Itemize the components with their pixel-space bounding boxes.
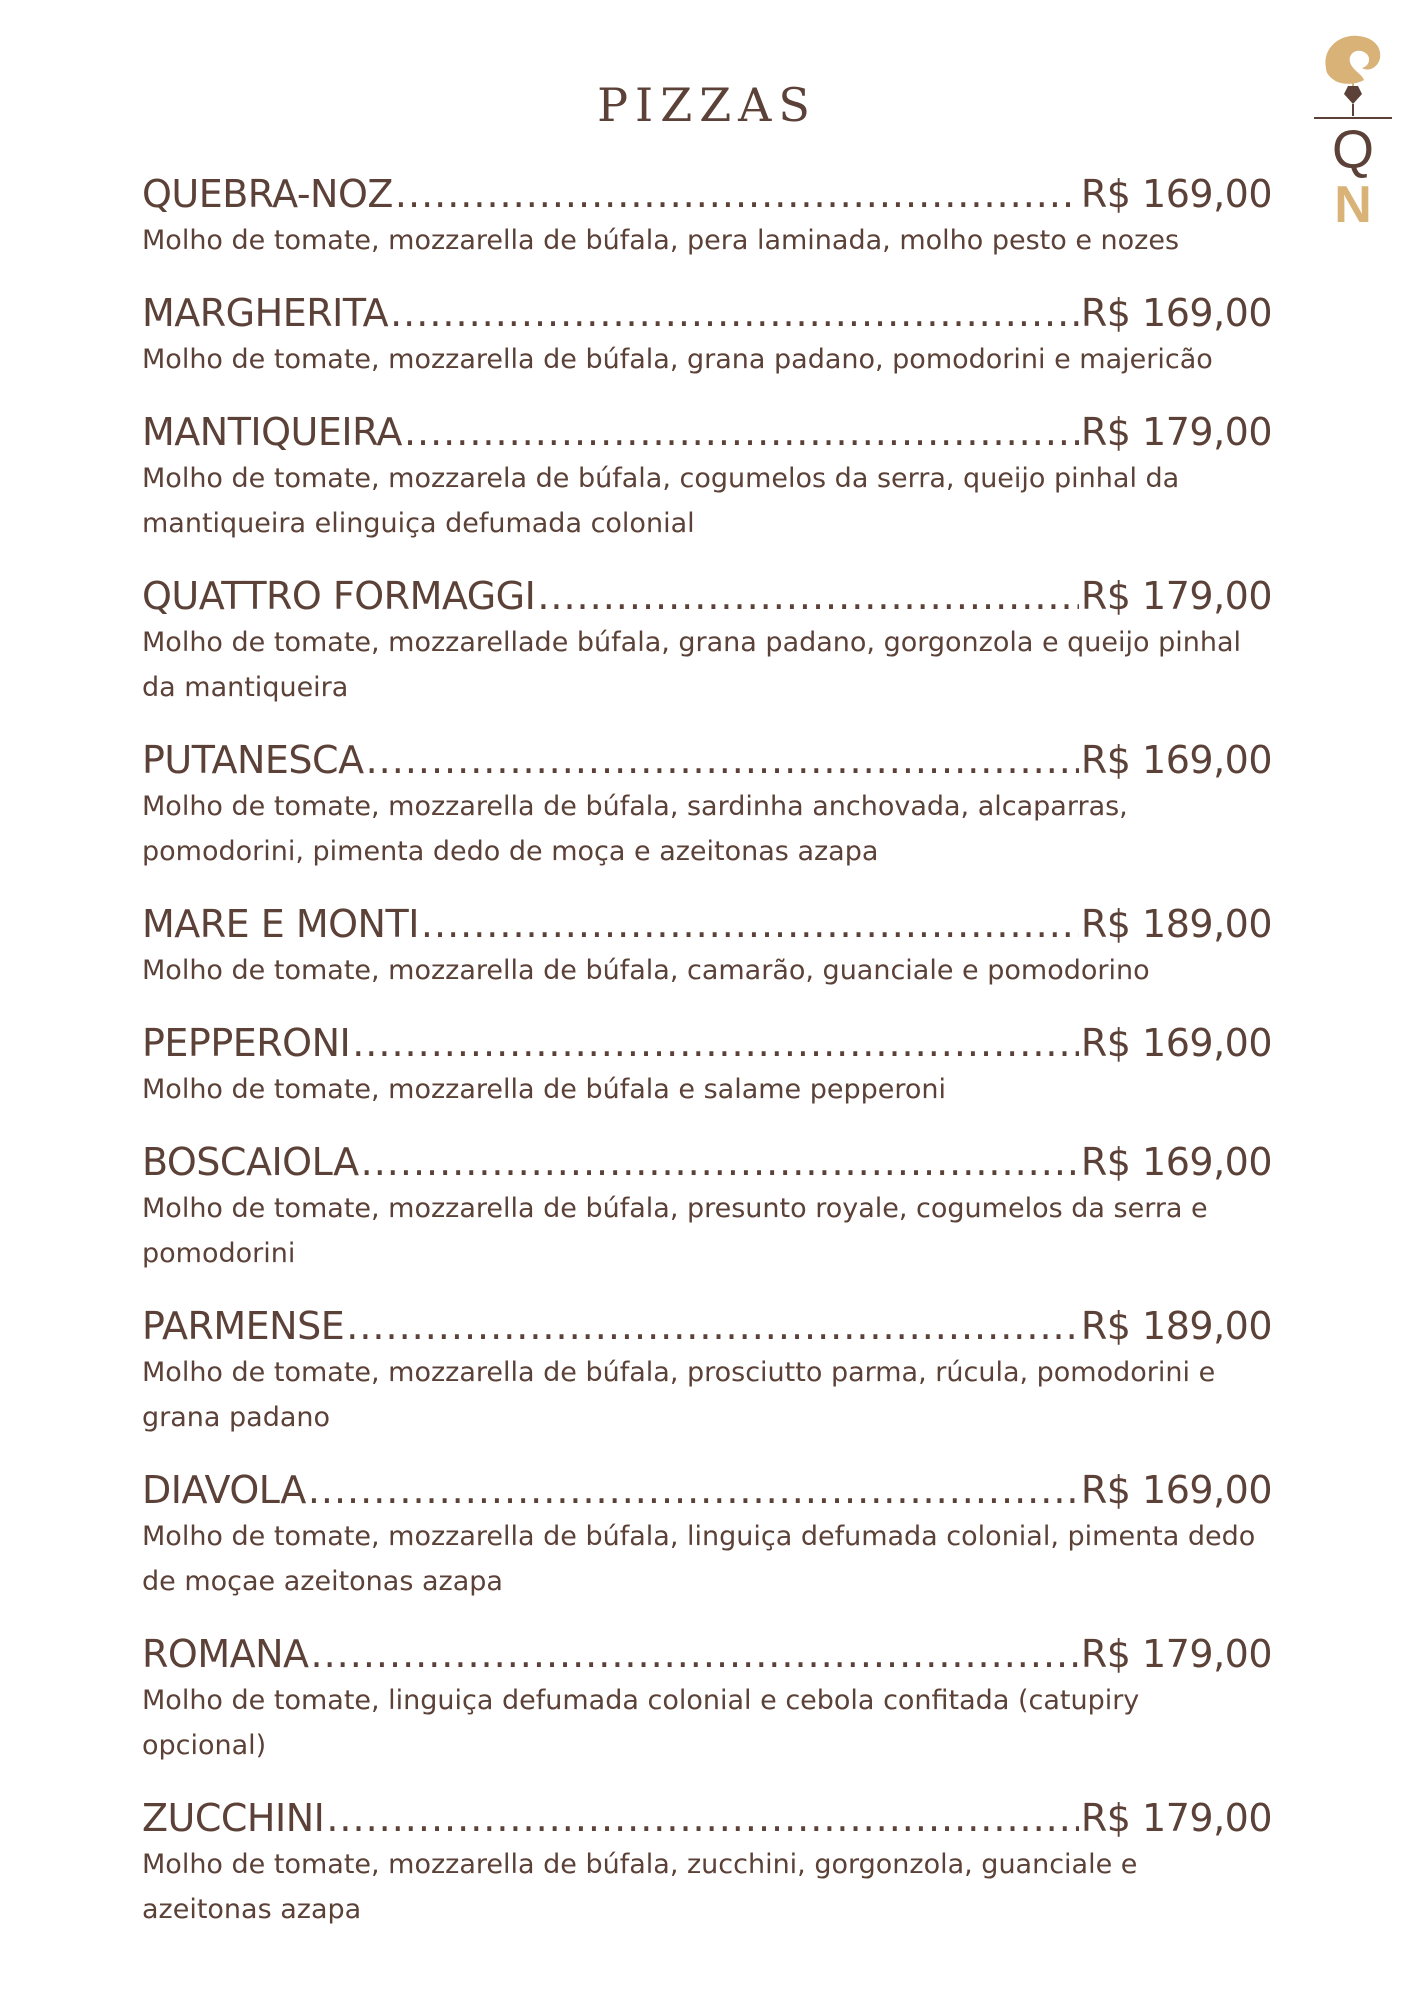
- menu-item-header: [142, 289, 1272, 337]
- menu-item-description: Molho de tomate, mozzarella de búfala, sardinha anchovada, alcaparras, pomodorini, pimenta dedo de moça e azeitonas azapa: [142, 791, 1128, 867]
- dot-leader: [366, 736, 1079, 784]
- menu-item-name: QUATTRO FORMAGGI: [142, 574, 536, 618]
- dot-leader: [352, 1019, 1079, 1067]
- menu-item-header: [142, 736, 1272, 784]
- menu-item: [142, 408, 1272, 546]
- menu-item-price: R$ 179,00: [1080, 574, 1272, 618]
- page-title: PIZZAS: [597, 78, 817, 132]
- menu-item-description: Molho de tomate, mozzarella de búfala, pera laminada, molho pesto e nozes: [142, 225, 1180, 256]
- menu-item-description: Molho de tomate, mozzarella de búfala, grana padano, pomodorini e majericão: [142, 344, 1213, 375]
- menu-item-description: Molho de tomate, mozzarella de búfala, linguiça defumada colonial, pimenta dedo de moçae azeitonas azapa: [142, 1521, 1256, 1597]
- dot-leader: [390, 289, 1079, 337]
- menu-item-description: Molho de tomate, mozzarellade búfala, grana padano, gorgonzola e queijo pinhal da mantiqueira: [142, 627, 1242, 703]
- menu-item-name: MARGHERITA: [142, 291, 389, 335]
- menu-item-name: PEPPERONI: [142, 1021, 351, 1065]
- menu-item-header: [142, 572, 1272, 620]
- menu-item-header: [142, 900, 1272, 948]
- menu-item: [142, 1302, 1272, 1440]
- dot-leader: [395, 170, 1079, 218]
- menu-item-description: Molho de tomate, mozzarella de búfala, zucchini, gorgonzola, guanciale e azeitonas azapa: [142, 1849, 1138, 1925]
- menu-item-price: R$ 169,00: [1080, 1021, 1272, 1065]
- menu-item: [142, 1794, 1272, 1932]
- logo-letter-q: Q: [1331, 120, 1375, 180]
- menu-item-header: [142, 170, 1272, 218]
- menu-item-price: R$ 179,00: [1080, 1796, 1272, 1840]
- menu-item-description: Molho de tomate, mozzarella de búfala, presunto royale, cogumelos da serra e pomodorini: [142, 1193, 1208, 1269]
- menu-item-name: MANTIQUEIRA: [142, 410, 402, 454]
- dot-leader: [308, 1466, 1079, 1514]
- menu-item-name: MARE E MONTI: [142, 902, 419, 946]
- menu-item-price: R$ 169,00: [1080, 172, 1272, 216]
- menu-item: [142, 170, 1272, 263]
- menu-item-header: [142, 1138, 1272, 1186]
- menu-item-description: Molho de tomate, mozzarella de búfala e salame pepperoni: [142, 1074, 947, 1105]
- menu-item-name: ZUCCHINI: [142, 1796, 325, 1840]
- logo-letter-n: N: [1334, 176, 1372, 228]
- menu-item-price: R$ 169,00: [1080, 291, 1272, 335]
- dot-leader: [361, 1138, 1079, 1186]
- drop-icon: [1344, 86, 1362, 104]
- brand-logo-graphic: [1312, 28, 1394, 228]
- dot-leader: [404, 408, 1079, 456]
- menu-item-name: DIAVOLA: [142, 1468, 306, 1512]
- brand-logo: [1312, 28, 1394, 228]
- menu-item-price: R$ 179,00: [1080, 410, 1272, 454]
- menu-item-header: [142, 1794, 1272, 1842]
- menu-item-header: [142, 1302, 1272, 1350]
- menu-item: [142, 1138, 1272, 1276]
- menu-item-description: Molho de tomate, linguiça defumada colonial e cebola confitada (catupiry opcional): [142, 1685, 1140, 1761]
- menu-item-price: R$ 169,00: [1080, 738, 1272, 782]
- dot-leader: [537, 572, 1079, 620]
- menu-item-description: Molho de tomate, mozzarela de búfala, cogumelos da serra, queijo pinhal da mantiqueira elinguiça defumada colonial: [142, 463, 1180, 539]
- menu-item: [142, 900, 1272, 993]
- menu-item-header: [142, 408, 1272, 456]
- menu-item-name: PUTANESCA: [142, 738, 364, 782]
- menu-item-price: R$ 189,00: [1080, 902, 1272, 946]
- menu-item: [142, 1630, 1272, 1768]
- menu-item-price: R$ 169,00: [1080, 1140, 1272, 1184]
- menu-item: [142, 736, 1272, 874]
- menu-item: [142, 1466, 1272, 1604]
- menu-item: [142, 572, 1272, 710]
- menu-item-name: PARMENSE: [142, 1304, 345, 1348]
- menu-item-header: [142, 1019, 1272, 1067]
- pizza-menu-list: [142, 170, 1272, 1958]
- menu-item-description: Molho de tomate, mozzarella de búfala, prosciutto parma, rúcula, pomodorini e grana padano: [142, 1357, 1216, 1433]
- menu-item-description: Molho de tomate, mozzarella de búfala, camarão, guanciale e pomodorino: [142, 955, 1150, 986]
- menu-item-price: R$ 189,00: [1080, 1304, 1272, 1348]
- menu-item-name: ROMANA: [142, 1632, 309, 1676]
- menu-item-header: [142, 1466, 1272, 1514]
- dot-leader: [421, 900, 1079, 948]
- menu-item-price: R$ 179,00: [1080, 1632, 1272, 1676]
- dot-leader: [311, 1630, 1079, 1678]
- dot-leader: [346, 1302, 1079, 1350]
- dot-leader: [326, 1794, 1079, 1842]
- menu-item-price: R$ 169,00: [1080, 1468, 1272, 1512]
- menu-item: [142, 1019, 1272, 1112]
- menu-item: [142, 289, 1272, 382]
- menu-item-header: [142, 1630, 1272, 1678]
- menu-item-name: QUEBRA-NOZ: [142, 172, 393, 216]
- menu-item-name: BOSCAIOLA: [142, 1140, 359, 1184]
